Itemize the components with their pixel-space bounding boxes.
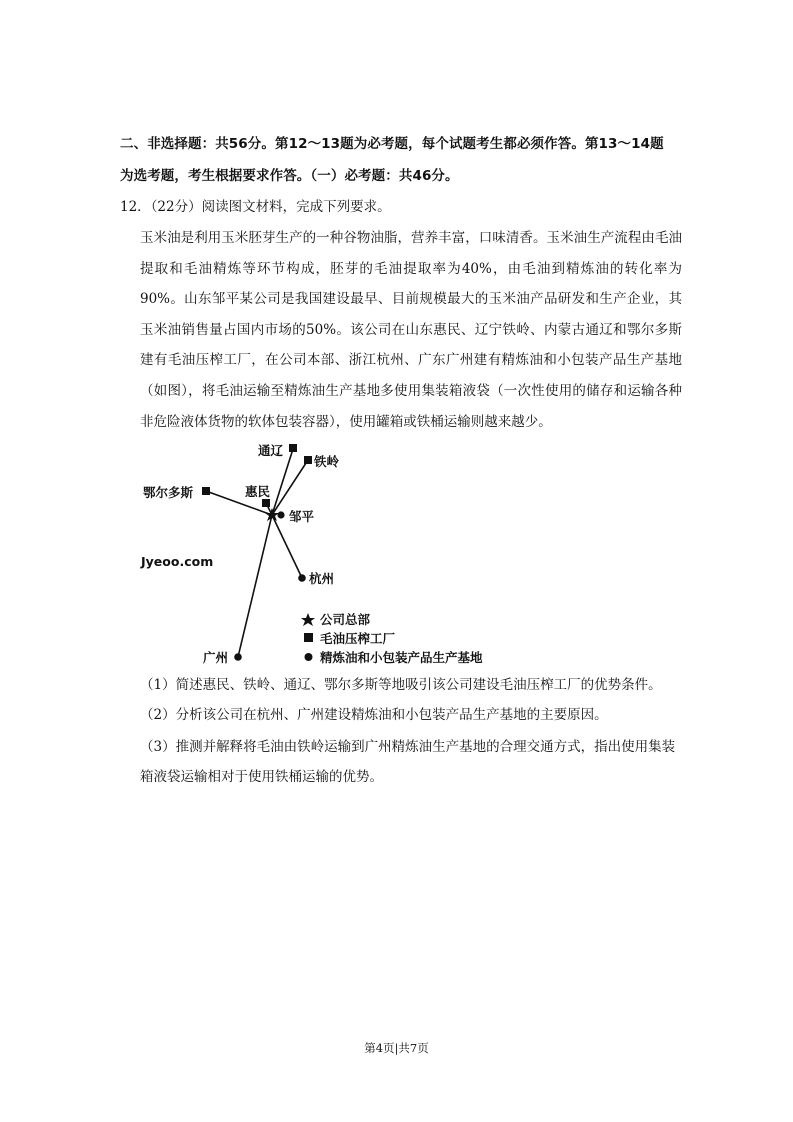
tongliao-factory-marker (289, 444, 297, 452)
legend-hq-label: 公司总部 (320, 612, 371, 627)
line-guangzhou (238, 515, 272, 657)
label-zouping: 邹平 (289, 509, 315, 524)
legend-dot-icon (305, 653, 313, 661)
sub-question-3: （3）推测并解释将毛油由铁岭运输到广州精炼油生产基地的合理交通方式，指出使用集装箱液袋运输相对于使用铁桶运输的优势。 (140, 739, 676, 785)
question-score: （22分） (150, 199, 202, 215)
guangzhou-base-marker (234, 653, 242, 661)
legend-star-icon (301, 613, 315, 626)
sub-question-1: （1）简述惠民、铁岭、通辽、鄂尔多斯等地吸引该公司建设毛油压榨工厂的优势条件。 (140, 677, 662, 693)
route-lines (206, 449, 308, 657)
line-tieling (272, 460, 308, 515)
zouping-base-marker (277, 511, 284, 518)
ordos-factory-marker (202, 487, 210, 495)
legend-factory-label: 毛油压榨工厂 (320, 631, 396, 646)
question-number: 12． (120, 199, 151, 215)
label-tongliao: 通辽 (258, 443, 284, 458)
legend-base-label: 精炼油和小包装产品生产基地 (320, 650, 483, 665)
page-footer: 第4页|共7页 (364, 1041, 429, 1055)
sub-question-2: （2）分析该公司在杭州、广州建设精炼油和小包装产品生产基地的主要原因。 (140, 707, 608, 723)
section-heading-line-2: 为选考题，考生根据要求作答。（一）必考题：共46分。 (120, 168, 459, 184)
hangzhou-base-marker (298, 574, 306, 582)
tieling-factory-marker (304, 456, 312, 464)
label-hangzhou: 杭州 (309, 571, 335, 586)
zouping-hq-star-icon (265, 508, 279, 521)
map-watermark: Jyeoo.com (141, 554, 214, 569)
label-guangzhou: 广州 (203, 650, 229, 665)
line-hangzhou (272, 515, 302, 578)
label-huimin: 惠民 (245, 484, 271, 499)
question-instruction: 阅读图文材料，完成下列要求。 (201, 199, 391, 215)
huimin-factory-marker (262, 499, 270, 507)
label-tieling: 铁岭 (314, 454, 340, 469)
legend-square-icon (304, 633, 313, 642)
question-passage: 玉米油是利用玉米胚芽生产的一种谷物油脂，营养丰富，口味清香。玉米油生产流程由毛油提取和毛油精炼等环节构成，胚芽的毛油提取率为40%，由毛油到精炼油的转化率为90%。山东邹平某公司是我国建设最早、目前规模最大的玉米油产品研发和生产企业，其玉米油销售量占国内市场的50%。该公司在山东惠民、辽宁铁岭、内蒙古通辽和鄂尔多斯建有毛油压榨工厂，在公司本部、浙江杭州、广东广州建有精炼油和小包装产品生产基地（如图），将毛油运输至精炼油生产基地多使用集装箱液袋（一次性使用的储存和运输各种非危险液体货物的软体包装容器），使用罐箱或铁桶运输则越来越少。 (140, 230, 682, 430)
line-tongliao (272, 449, 293, 515)
label-ordos: 鄂尔多斯 (143, 485, 194, 500)
map-legend (301, 612, 483, 665)
section-heading-line-1: 二、非选择题：共56分。第12～13题为必考题，每个试题考生都必须作答。第13～14题 (120, 136, 664, 152)
